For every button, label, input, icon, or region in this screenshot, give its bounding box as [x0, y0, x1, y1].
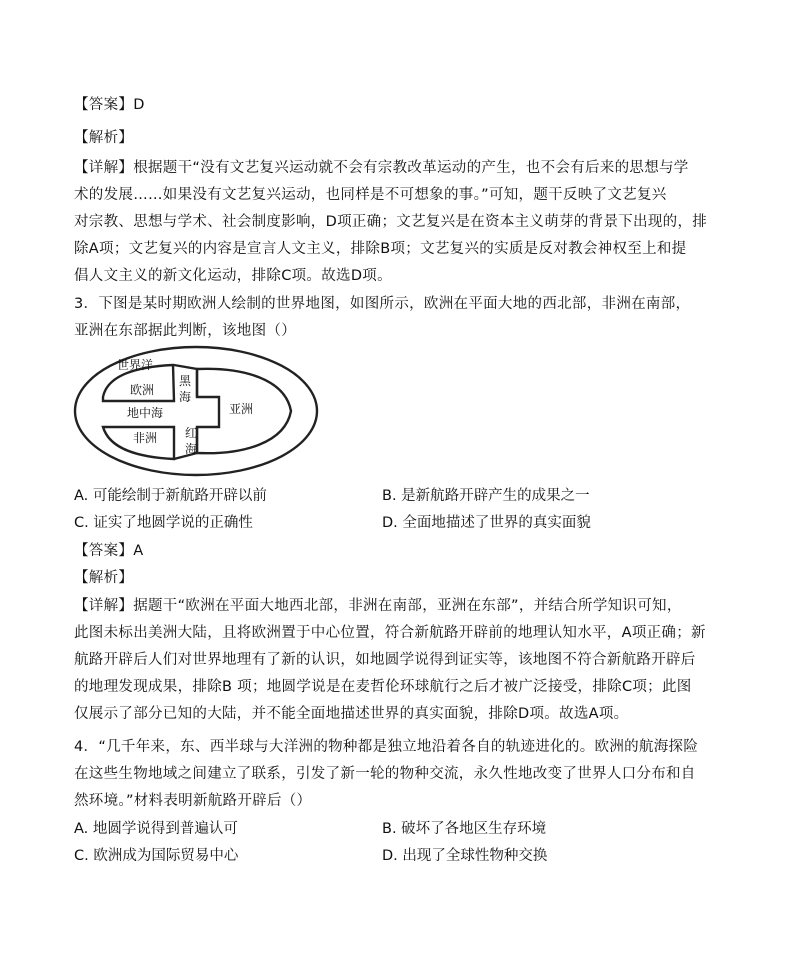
q3-detail-line: 此图未标出美洲大陆，且将欧洲置于中心位置，符合新航路开辟前的地理认知水平，A项正确；新	[74, 625, 706, 641]
label-black-sea-2: 海	[179, 390, 192, 404]
q3-detail-line: 【详解】据题干“欧洲在平面大地西北部，非洲在南部，亚洲在东部”，并结合所学知识可知，	[74, 598, 682, 614]
q3-detail-line: 航路开辟后人们对世界地理有了新的认识，如地圆学说得到证实等，该地图不符合新航路开辟后	[74, 652, 696, 668]
q2-detail-line: 对宗教、思想与学术、社会制度影响，D项正确；文艺复兴是在资本主义萌芽的背景下出现的，排	[74, 214, 708, 230]
q2-detail-line: 术的发展……如果没有文艺复兴运动，也同样是不可想象的事。”可知，题干反映了文艺复兴	[74, 187, 667, 203]
label-europe: 欧洲	[130, 383, 155, 397]
q2-detail-line: 除A项；文艺复兴的内容是宣言人文主义，排除B项；文艺复兴的实质是反对教会神权至上和提	[74, 241, 687, 257]
q3-option-c[interactable]: C. 证实了地圆学说的正确性	[74, 515, 253, 531]
q3-detail-line: 的地理发现成果，排除B 项；地圆学说是在麦哲伦环球航行之后才被广泛接受，排除C项；此图	[74, 679, 692, 695]
q2-detail-line: 【详解】根据题干“没有文艺复兴运动就不会有宗教改革运动的产生，也不会有后来的思想与学	[74, 160, 689, 176]
q4-stem-line: 然环境。”材料表明新航路开辟后（）	[74, 793, 312, 809]
q3-option-b[interactable]: B. 是新航路开辟产生的成果之一	[382, 488, 590, 504]
label-asia: 亚洲	[229, 402, 254, 416]
q4-option-c[interactable]: C. 欧洲成为国际贸易中心	[74, 848, 239, 864]
label-ocean: 世界洋	[117, 358, 154, 372]
q3-answer: 【答案】A	[74, 543, 144, 559]
q3-option-a[interactable]: A. 可能绘制于新航路开辟以前	[74, 488, 267, 504]
q2-analysis-label: 【解析】	[74, 130, 134, 146]
world-map-svg	[73, 345, 319, 477]
q2-detail-line: 倡人文主义的新文化运动，排除C项。故选D项。	[74, 268, 392, 284]
q3-analysis-label: 【解析】	[74, 570, 134, 586]
q4-stem-line: 4．“几千年来，东、西半球与大洋洲的物种都是独立地沿着各自的轨迹进化的。欧洲的航海探险	[74, 739, 699, 755]
q3-detail-line: 仅展示了部分已知的大陆，并不能全面地描述世界的真实面貌，排除D项。故选A项。	[74, 706, 629, 722]
q3-stem-line: 3．下图是某时期欧洲人绘制的世界地图，如图所示，欧洲在平面大地的西北部，非洲在南部，	[74, 296, 691, 312]
q3-option-d[interactable]: D. 全面地描述了世界的真实面貌	[382, 515, 591, 531]
label-black-sea-1: 黑	[179, 374, 192, 388]
q4-stem-line: 在这些生物地域之间建立了联系，引发了新一轮的物种交流，永久性地改变了世界人口分布和自	[74, 766, 696, 782]
q4-option-b[interactable]: B. 破坏了各地区生存环境	[382, 821, 547, 837]
label-red-sea-2: 海	[185, 442, 198, 456]
world-map-diagram	[73, 345, 319, 477]
label-mediterranean: 地中海	[127, 406, 164, 420]
q3-stem-line: 亚洲在东部据此判断，该地图（）	[74, 323, 296, 339]
label-red-sea-1: 红	[185, 426, 198, 440]
q2-answer: 【答案】D	[74, 97, 145, 113]
label-africa: 非洲	[133, 431, 158, 445]
q4-option-d[interactable]: D. 出现了全球性物种交换	[382, 848, 548, 864]
q4-option-a[interactable]: A. 地圆学说得到普遍认可	[74, 821, 238, 837]
